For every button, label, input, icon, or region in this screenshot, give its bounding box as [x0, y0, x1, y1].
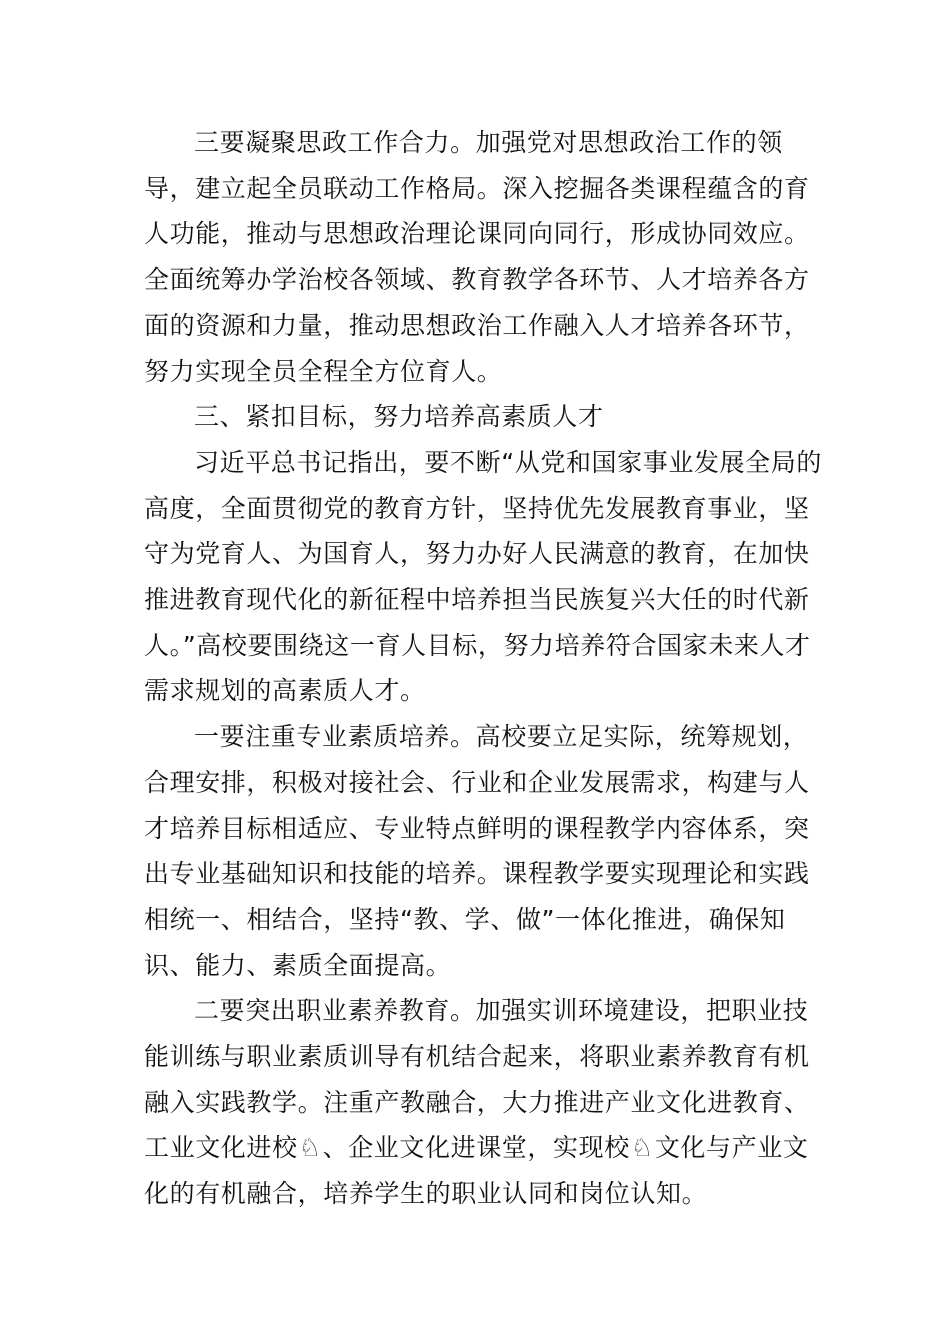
paragraph-professional-quality: 一要注重专业素质培养。高校要立足实际，统筹规划，合理安排，积极对接社会、行业和企业发展需求，构建与人才培养目标相适应、专业特点鲜明的课程教学内容体系，突出专业基础知识和技能的培养。课程教学要实现理论和实践相统一、相结合，坚持“教、学、做”一体化推进，确保知识、能力、素质全面提高。 [144, 722, 810, 980]
unknown-glyph-icon: ♘ [630, 1133, 654, 1163]
paragraph-vocational-literacy-text: 二要突出职业素养教育。加强实训环境建设，把职业技能训练与职业素质训导有机结合起来，将职业素养教育有机融入实践教学。注重产教融合，大力推进产业文化进教育、 [144, 996, 810, 1117]
paragraph-xi-quote: 习近平总书记指出，要不断“从党和国家事业发展全局的高度，全面贯彻党的教育方针，坚持优先发展教育事业，坚守为党育人、为国育人，努力办好人民满意的教育，在加快推进教育现代化的新征程中培养担当民族复兴大任的时代新人。”高校要围绕这一育人目标，努力培养符合国家未来人才需求规划的高素质人才。 [144, 447, 822, 706]
section-heading-three: 三、紧扣目标，努力培养高素质人才 [194, 402, 604, 432]
last-line-part-1: 工业文化进校 [144, 1133, 298, 1163]
paragraph-vocational-literacy [144, 988, 824, 1217]
last-line-part-2: 、企业文化进课堂，实现校 [322, 1133, 630, 1163]
paragraph-ideology-synergy: 三要凝聚思政工作合力。加强党对思想政治工作的领导，建立起全员联动工作格局。深入挖掘各类课程蕴含的育人功能，推动与思想政治理论课同向同行，形成协同效应。全面统筹办学治校各领域、教育教学各环节、人才培养各方面的资源和力量，推动思想政治工作融入人才培养各环节，努力实现全员全程全方位育人。 [144, 128, 810, 386]
unknown-glyph-icon: ♘ [298, 1133, 322, 1163]
document-body [144, 120, 824, 1217]
last-line-part-3: 文化与产业文化的有机融合，培养学生的职业认同和岗位认知。 [144, 1133, 809, 1209]
